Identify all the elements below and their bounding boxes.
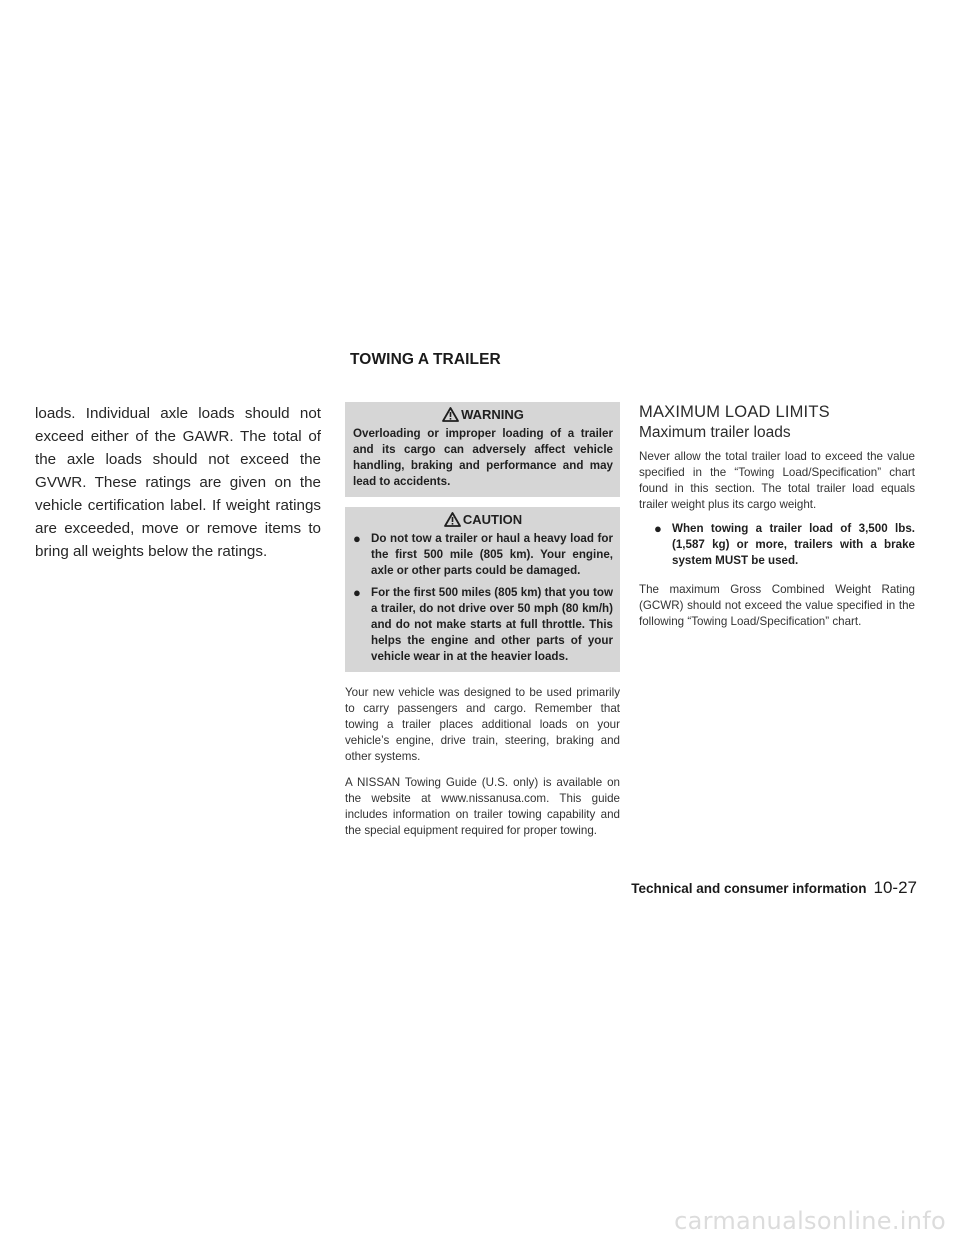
caution-label: CAUTION <box>462 512 523 527</box>
list-item: ● Do not tow a trailer or haul a heavy load for the first 500 mile (805 km). Your engine, axle or other parts could be damaged. <box>353 531 613 577</box>
warning-triangle-icon <box>444 512 461 527</box>
caution-box <box>345 507 620 672</box>
watermark: carmanualsonline.info <box>674 1207 946 1235</box>
column-middle <box>345 402 620 839</box>
heading-max-load-limits: MAXIMUM LOAD LIMITS <box>639 403 830 421</box>
warning-text: Overloading or improper loading of a trailer and its cargo can adversely affect vehicle handling, braking and performance and may lead to accidents. <box>353 427 613 488</box>
column-left <box>35 402 321 563</box>
body-paragraph: The maximum Gross Combined Weight Rating (GCWR) should not exceed the value specified in the following “Towing Load/Specification” chart. <box>639 583 915 628</box>
body-paragraph: Your new vehicle was designed to be used primarily to carry passengers and cargo. Remember that towing a trailer places additional loads on your vehicle’s engine, drive train, steering, braking and other systems. <box>345 686 620 763</box>
caution-list <box>353 531 613 665</box>
list-item: ● When towing a trailer load of 3,500 lbs. (1,587 kg) or more, trailers with a brake system MUST be used. <box>654 521 915 567</box>
body-paragraph: A NISSAN Towing Guide (U.S. only) is available on the website at www.nissanusa.com. This guide includes information on trailer towing capability and the special equipment required for proper towing. <box>345 776 620 837</box>
subheading-max-trailer-loads: Maximum trailer loads <box>639 424 791 441</box>
warning-heading <box>353 407 613 422</box>
footer-title: Technical and consumer information <box>631 881 867 896</box>
bullet-icon: ● <box>353 531 361 546</box>
page-number: 10-27 <box>873 878 917 897</box>
page-footer <box>631 878 917 898</box>
warning-triangle-icon <box>442 407 459 422</box>
body-paragraph: Never allow the total trailer load to exceed the value specified in the “Towing Load/Specification” chart found in this section. The total trailer load equals trailer weight plus its cargo weight. <box>639 450 915 511</box>
caution-heading <box>353 512 613 527</box>
warning-box <box>345 402 620 497</box>
section-title: TOWING A TRAILER <box>350 351 501 368</box>
intro-paragraph: loads. Individual axle loads should not exceed either of the GAWR. The total of the axle loads should not exceed the GVWR. These ratings are given on the vehicle certification label. If weight ratings are exceeded, move or remove items to bring all weights below the ratings. <box>35 405 321 560</box>
bullet-icon: ● <box>654 521 662 536</box>
warning-label: WARNING <box>461 407 524 422</box>
list-item: ● For the first 500 miles (805 km) that you tow a trailer, do not drive over 50 mph (80 km/h) and do not make starts at full throttle. This helps the engine and other parts of your vehicle wear in at the heavier loads. <box>353 585 613 663</box>
column-right <box>639 402 915 630</box>
bullet-icon: ● <box>353 585 361 600</box>
